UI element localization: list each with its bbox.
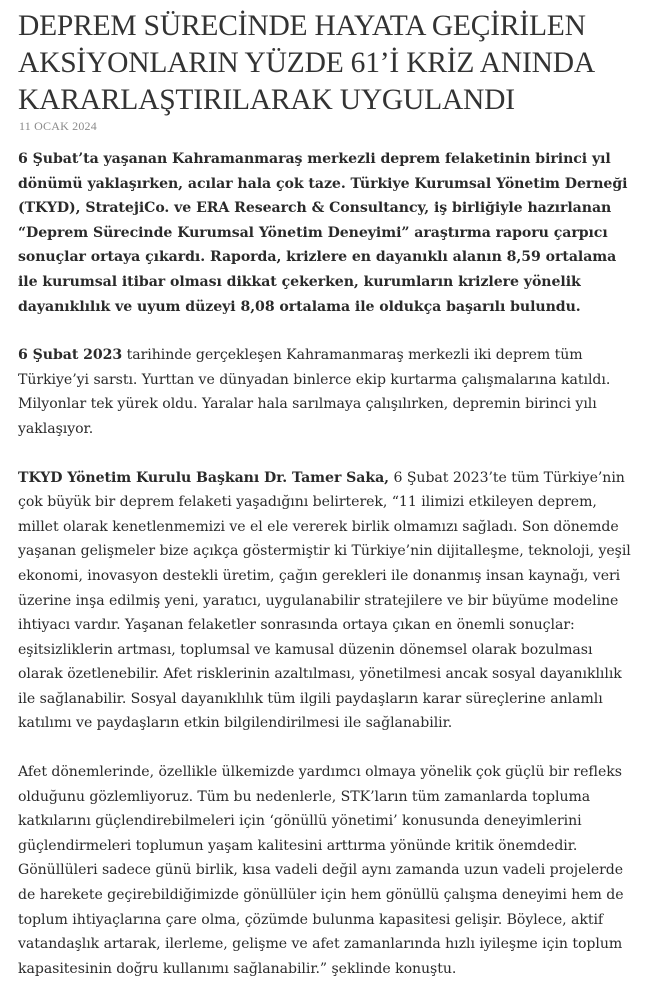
paragraph-1-text: tarihinde gerçekleşen Kahramanmaraş merkezli iki deprem tüm Türkiye’yi sarstı. Yurttan ve dünyadan binlerce ekip kurtarma çalışmalarına katıldı. Milyonlar tek yürek oldu. Yaralar hala sarılmaya çalışılırken, depremin birinci yılı yaklaşıyor. [18, 347, 611, 437]
paragraph-2-speaker: TKYD Yönetim Kurulu Başkanı Dr. Tamer Saka, [18, 469, 390, 486]
paragraph-2-text: 6 Şubat 2023’te tüm Türkiye’nin çok büyük bir deprem felaketi yaşadığını belirterek, “11 ilimizi etkileyen deprem, millet olarak kenetlenmemizi ve el ele vererek birlik olmamızı sağladı. Son dönemde yaşanan gelişmeler bize açıkça göstermiştir ki Türkiye’nin dijitalleşme, teknoloji, yeşil ekonomi, inovasyon destekli üretim, çağın gerekleri ile donanmış insan kaynağı, veri üzerine inşa edilmiş yeni, yaratıcı, uygulanabilir stratejilere ve bir büyüme modeline ihtiyacı vardır. Yaşanan felaketler sonrasında ortaya çıkan en önemli sonuçlar: eşitsizliklerin artması, toplumsal ve kamusal düzenin dönemsel olarak bozulması olarak özetlenebilir. Afet risklerinin azaltılması, yönetilmesi ancak sosyal dayanıklılık ile sağlanabilir. Sosyal dayanıklılık tüm ilgili paydaşların karar süreçlerine anlamlı katılımı ve paydaşların etkin bilgilendirilmesi ile sağlanabilir. [18, 469, 631, 732]
article-date: 11 OCAK 2024 [19, 119, 97, 133]
paragraph-1-date: 6 Şubat 2023 [18, 347, 123, 364]
article-title: DEPREM SÜRECİNDE HAYATA GEÇİRİLEN AKSİYONLARIN YÜZDE 61’İ KRİZ ANINDA KARARLAŞTIRILARAK UYGULANDI [18, 10, 594, 116]
article [18, 8, 638, 1005]
article-lead: 6 Şubat’ta yaşanan Kahramanmaraş merkezli deprem felaketinin birinci yıl dönümü yaklaşırken, acılar hala çok taze. Türkiye Kurumsal Yönetim Derneği (TKYD), StratejiCo. ve ERA Research & Consultancy, iş birliğiyle hazırlanan “Deprem Sürecinde Kurumsal Yönetim Deneyimi” araştırma raporu çarpıcı sonuçlar ortaya çıkardı. Raporda, krizlere en dayanıklı alanın 8,59 ortalama ile kurumsal itibar olması dikkat çekerken, kurumların krizlere yönelik dayanıklılık ve uyum düzeyi 8,08 ortalama ile oldukça başarılı bulundu. [18, 151, 628, 315]
article-paragraph-2 [18, 466, 638, 737]
article-paragraph-3: Afet dönemlerinde, özellikle ülkemizde yardımcı olmaya yönelik çok güçlü bir refleks olduğunu gözlemliyoruz. Tüm bu nedenlerle, STK’ların tüm zamanlarda topluma katkılarını güçlendirebilmeleri için ‘gönüllü yönetimi’ konusunda deneyimlerini güçlendirmeleri toplumun yaşam kalitesini arttırma yönünde kritik önemdedir. Gönüllüleri sadece günü birlik, kısa vadeli değil aynı zamanda uzun vadeli projelerde de harekete geçirebildiğimizde gönüllüler için hem gönüllü çalışma deneyimi hem de toplum ihtiyaçlarına çare olma, çözümde bulunma kapasitesi gelişir. Böylece, aktif vatandaşlık artarak, ilerleme, gelişme ve afet zamanlarında hızlı iyileşme için toplum kapasitesinin doğru kullanımı sağlanabilir.” şeklinde konuştu. [18, 764, 624, 977]
article-paragraph-1 [18, 343, 638, 441]
